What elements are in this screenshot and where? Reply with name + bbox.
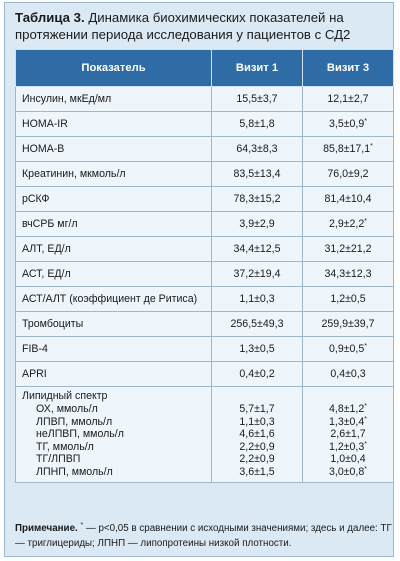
visit-3-value: 1,2±0,5 <box>330 293 366 305</box>
lipid-spacer <box>218 390 296 403</box>
row-label: HOMA-IR <box>16 112 212 137</box>
lipid-visit-1 <box>212 387 303 483</box>
significance-mark: * <box>364 403 367 410</box>
lipid-labels <box>16 387 212 483</box>
header-visit-3: Визит 3 <box>303 50 394 87</box>
visit-3-cell <box>303 162 394 187</box>
lipid-visit-3-line <box>309 453 387 466</box>
footnote-text: — p<0,05 в сравнении с исходными значениями; здесь и далее: ТГ — триглицериды; ЛПНП — липопротеины низкой плотности. <box>15 523 392 549</box>
lipid-visit-3-line <box>309 403 387 416</box>
lipid-item-label: ТГ/ЛПВП <box>36 453 81 466</box>
row-label: HOMA-B <box>16 137 212 162</box>
visit-1-value: 64,3±8,3 <box>212 137 303 162</box>
lipid-visit-1-value: 1,1±0,3 <box>239 415 275 428</box>
visit-1-value: 256,5±49,3 <box>212 312 303 337</box>
table-row <box>16 87 394 112</box>
visit-1-value: 1,3±0,5 <box>212 337 303 362</box>
table-row <box>16 212 394 237</box>
lipid-item-label: ОХ, ммоль/л <box>36 403 98 415</box>
table-row <box>16 337 394 362</box>
visit-3-cell <box>303 212 394 237</box>
lipid-visit-3-value: 1,2±0,3 <box>328 440 365 453</box>
footnote-label: Примечание. <box>15 523 78 534</box>
significance-mark: * <box>364 415 367 423</box>
table-row <box>16 137 394 162</box>
visit-3-value: 0,9±0,5 <box>328 343 365 355</box>
visit-3-value: 12,1±2,7 <box>327 93 369 105</box>
lipid-visit-1-value: 2,2±0,9 <box>239 440 275 453</box>
row-label: Инсулин, мкЕд/мл <box>16 87 212 112</box>
visit-3-cell <box>303 312 394 337</box>
table-panel <box>4 2 394 557</box>
lipid-item-label: ЛПВП, ммоль/л <box>36 415 113 428</box>
table-row <box>16 237 394 262</box>
visit-3-value: 85,8±17,1 <box>323 143 371 155</box>
lipid-item-label: ЛПНП, ммоль/л <box>36 465 113 478</box>
lipid-visit-1-value: 4,6±1,6 <box>239 428 275 441</box>
lipid-visit-3-value: 1,3±0,4 <box>328 415 365 428</box>
row-label: Креатинин, мкмоль/л <box>16 162 212 187</box>
visit-1-value: 15,5±3,7 <box>212 87 303 112</box>
lipid-item-label: ТГ, ммоль/л <box>36 440 94 453</box>
table-title: Динамика биохимических показателей на протяжении периода исследования у пациентов с СД2 <box>15 10 351 42</box>
lipid-visit-3-value: 1,0±0,4 <box>330 453 366 466</box>
lipid-header: Липидный спектр <box>22 390 108 402</box>
lipid-visit-1-value: 2,2±0,9 <box>239 453 275 466</box>
significance-mark: * <box>364 218 367 225</box>
data-table <box>15 49 394 483</box>
visit-1-value: 3,9±2,9 <box>212 212 303 237</box>
lipid-visit-3-line <box>309 441 387 454</box>
row-label: рСКФ <box>16 187 212 212</box>
lipid-spacer <box>309 390 387 403</box>
visit-1-value: 34,4±12,5 <box>212 237 303 262</box>
visit-3-cell <box>303 137 394 162</box>
row-label: FIB-4 <box>16 337 212 362</box>
visit-3-cell <box>303 112 394 137</box>
row-label: АЛТ, ЕД/л <box>16 237 212 262</box>
visit-1-value: 78,3±15,2 <box>212 187 303 212</box>
lipid-visit-1-value: 3,6±1,5 <box>239 465 275 478</box>
significance-mark: * <box>364 440 367 448</box>
visit-1-value: 5,8±1,8 <box>212 112 303 137</box>
table-row <box>16 312 394 337</box>
visit-1-value: 37,2±19,4 <box>212 262 303 287</box>
lipid-row <box>16 387 394 483</box>
table-row <box>16 112 394 137</box>
visit-1-value: 0,4±0,2 <box>212 362 303 387</box>
table-row <box>16 287 394 312</box>
lipid-visit-1-value: 5,7±1,7 <box>239 403 275 415</box>
row-label: АСТ/АЛТ (коэффициент де Ритиса) <box>16 287 212 312</box>
significance-mark: * <box>370 143 373 150</box>
row-label: APRI <box>16 362 212 387</box>
table-row <box>16 187 394 212</box>
lipid-visit-3-value: 4,8±1,2 <box>328 403 365 415</box>
visit-3-cell <box>303 262 394 287</box>
lipid-visit-3-value: 3,0±0,8 <box>328 465 365 478</box>
visit-3-value: 31,2±21,2 <box>324 243 372 255</box>
visit-3-cell <box>303 187 394 212</box>
table-row <box>16 362 394 387</box>
significance-mark: * <box>364 343 367 350</box>
table-row <box>16 262 394 287</box>
visit-3-cell <box>303 287 394 312</box>
table-caption <box>15 9 393 43</box>
lipid-visit-3-line <box>309 466 387 479</box>
row-label: Тромбоциты <box>16 312 212 337</box>
visit-3-cell <box>303 362 394 387</box>
footnote-marker: * <box>80 522 84 529</box>
row-label: вчСРБ мг/л <box>16 212 212 237</box>
visit-3-value: 0,4±0,3 <box>330 368 366 380</box>
table-row <box>16 162 394 187</box>
table-footnote <box>15 521 393 551</box>
significance-mark: * <box>364 465 367 473</box>
lipid-visit-3-value: 2,6±1,7 <box>330 428 366 441</box>
table-label: Таблица 3. <box>15 10 85 25</box>
header-visit-1: Визит 1 <box>212 50 303 87</box>
significance-mark: * <box>364 118 367 125</box>
visit-3-value: 34,3±12,3 <box>324 268 372 280</box>
visit-3-value: 259,9±39,7 <box>321 318 375 330</box>
header-indicator: Показатель <box>16 50 212 87</box>
row-label: АСТ, ЕД/л <box>16 262 212 287</box>
lipid-item-label: неЛПВП, ммоль/л <box>36 428 124 441</box>
table-header-row <box>16 50 394 87</box>
visit-3-cell <box>303 237 394 262</box>
visit-3-value: 2,9±2,2 <box>328 218 365 230</box>
visit-1-value: 1,1±0,3 <box>212 287 303 312</box>
lipid-visit-3-line <box>309 416 387 429</box>
visit-1-value: 83,5±13,4 <box>212 162 303 187</box>
lipid-visit-3-line <box>309 428 387 441</box>
visit-3-cell <box>303 87 394 112</box>
visit-3-value: 81,4±10,4 <box>324 193 372 205</box>
visit-3-cell <box>303 337 394 362</box>
visit-3-value: 76,0±9,2 <box>327 168 369 180</box>
visit-3-value: 3,5±0,9 <box>328 118 365 130</box>
lipid-visit-3 <box>303 387 394 483</box>
